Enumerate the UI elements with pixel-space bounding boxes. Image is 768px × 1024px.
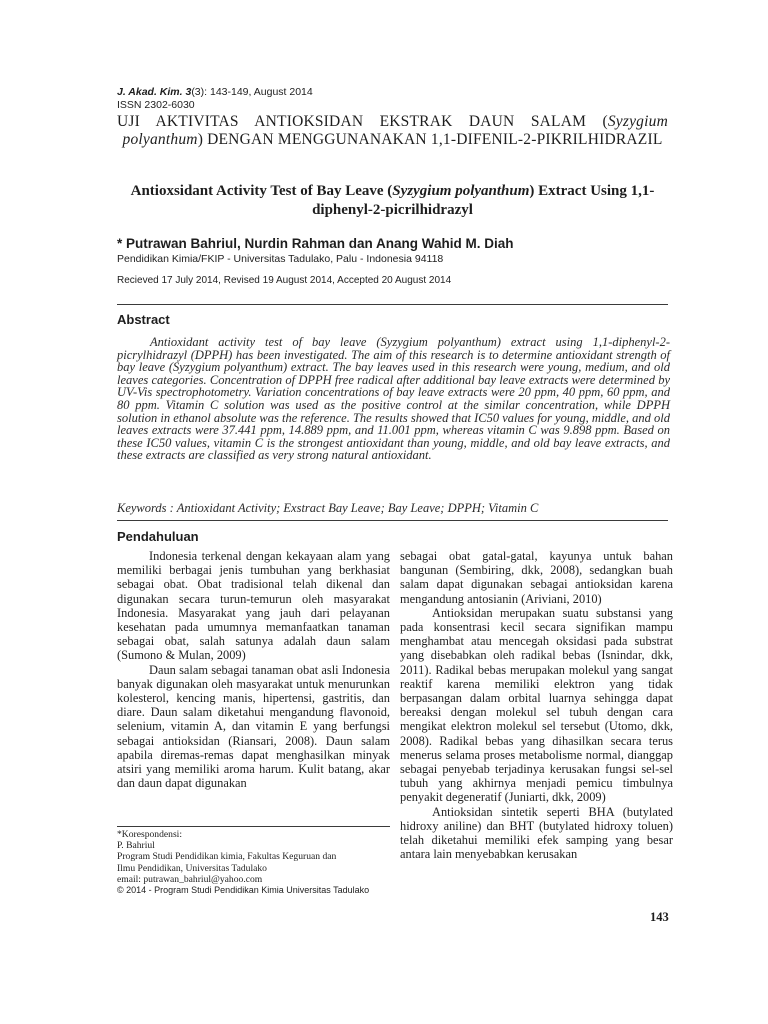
divider bbox=[117, 304, 668, 305]
abstract-heading: Abstract bbox=[117, 312, 170, 327]
title-en-part1: Antioxsidant Activity Test of Bay Leave ( bbox=[130, 183, 393, 199]
page-number: 143 bbox=[650, 910, 669, 924]
journal-reference bbox=[117, 86, 313, 99]
title-id-species: Syzygium polyanthum bbox=[122, 113, 668, 148]
abstract-body: Antioxidant activity test of bay leave (Syzygium polyanthum) extract using 1,1-diphenyl-2-picrylhidrazyl (DPPH) has been investigated. The aim of this research is to determine antioxidant strength of bay leave (Syzygium polyanthum) extract. The bay leaves used in this research were young, medium, and old leaves categories. Concentration of DPPH free radical after additional bay leave extracts were determined by UV-Vis spectrophotometry. Variation concentrations of bay leave extracts were 20 ppm, 40 ppm, 60 ppm, and 80 ppm. Vitamin C solution was used as the positive control at the similar concentration, while DPPH solution in ethanol absolute was the reference. The results showed that IC50 values for young, middle, and old leaves extracts were 37.441 ppm, 14.889 ppm, and 11.001 ppm, whereas vitamin C was 9.898 ppm. Based on these IC50 values, vitamin C is the strongest antioxidant than young, middle, and old bay leave extracts, and these extracts are classified as very strong natural antioxidant. bbox=[117, 335, 670, 463]
footnote-email: email: putrawan_bahriul@yahoo.com bbox=[117, 873, 263, 885]
title-indonesian bbox=[117, 113, 668, 149]
right-column bbox=[400, 549, 673, 861]
title-id-part1: UJI AKTIVITAS ANTIOKSIDAN EKSTRAK DAUN SALAM ( bbox=[117, 113, 608, 130]
journal-name: J. Akad. Kim. 3 bbox=[117, 86, 192, 98]
footnote-divider bbox=[117, 826, 390, 827]
footnote-line: Ilmu Pendidikan, Universitas Tadulako bbox=[117, 862, 267, 874]
left-column bbox=[117, 549, 390, 790]
keywords: Keywords : Antioxidant Activity; Exstract Bay Leave; Bay Leave; DPPH; Vitamin C bbox=[117, 501, 539, 515]
paragraph: sebagai obat gatal-gatal, kayunya untuk bahan bangunan (Sembiring, dkk, 2008), sedangkan buah salam dapat digunakan sebagai antioksidan karena mengandung antosianin (Ariviani, 2010) bbox=[400, 549, 673, 606]
title-en-species: Syzygium polyanthum bbox=[392, 183, 530, 199]
title-en-part2: ) Extract Using 1,1-diphenyl-2-picrilhidrazyl bbox=[312, 183, 655, 218]
footnote-line: *Korespondensi: bbox=[117, 829, 183, 840]
footnote-line: Program Studi Pendidikan kimia, Fakultas Keguruan dan bbox=[117, 851, 337, 863]
title-english bbox=[117, 182, 668, 220]
affiliation: Pendidikan Kimia/FKIP - Universitas Tadulako, Palu - Indonesia 94118 bbox=[117, 253, 444, 265]
paragraph: Antioksidan sintetik seperti BHA (butylated hidroxy aniline) dan BHT (butylated hidroxy toluen) telah diketahui memiliki efek samping yang besar antara lain menyebabkan kerusakan bbox=[400, 804, 673, 862]
journal-issue: (3): 143-149, August 2014 bbox=[191, 86, 313, 98]
footnote bbox=[117, 829, 397, 896]
paragraph: Daun salam sebagai tanaman obat asli Indonesia banyak digunakan oleh masyarakat untuk menurunkan kolesterol, kencing manis, hipertensi, gastritis, dan diare. Daun salam diketahui mengandung flavonoid, selenium, vitamin A, dan vitamin E yang berfungsi sebagai antioksidan (Riansari, 2008). Daun salam apabila diremas-remas dapat menghasilkan minyak atsiri yang memiliki aroma harum. Kulit batang, akar dan daun dapat digunakan bbox=[117, 662, 390, 791]
paragraph: Antioksidan merupakan suatu substansi yang pada konsentrasi kecil secara signifikan mampu menghambat atau mencegah oksidasi pada substrat yang disebabkan oleh radikal bebas (Isnindar, dkk, 2011). Radikal bebas merupakan molekul yang sangat reaktif karena memiliki elektron yang tidak berpasangan dalam orbital luarnya sehingga dapat bereaksi dengan molekul sel tubuh dengan cara mengikat elektron molekul sel tersebut (Utomo, dkk, 2008). Radikal bebas yang dihasilkan secara terus menerus selama proses metabolisme normal, dianggap sebagai penyebab terjadinya kerusakan fungsi sel-sel tubuh yang akhirnya menjadi pemicu timbulnya penyakit degeneratif (Juniarti, dkk, 2009) bbox=[400, 605, 673, 805]
authors: * Putrawan Bahriul, Nurdin Rahman dan Anang Wahid M. Diah bbox=[117, 236, 514, 251]
issn: ISSN 2302-6030 bbox=[117, 99, 195, 111]
footnote-line: P. Bahriul bbox=[117, 840, 155, 852]
received-dates: Recieved 17 July 2014, Revised 19 August 2014, Accepted 20 August 2014 bbox=[117, 275, 452, 286]
title-id-part2: ) DENGAN MENGGUNANAKAN 1,1-DIFENIL-2-PIKRILHIDRAZIL bbox=[197, 131, 663, 148]
paragraph: Indonesia terkenal dengan kekayaan alam yang memiliki berbagai jenis tumbuhan yang berkhasiat sebagai obat. Obat tradisional telah dikenal dan digunakan secara turun-temurun oleh masyarakat Indonesia. Masyarakat yang jauh dari pelayanan kesehatan pada umumnya memanfaatkan tanaman sebagai obat, salah satunya adalah daun salam (Sumono & Mulan, 2009) bbox=[117, 549, 390, 663]
section-heading: Pendahuluan bbox=[117, 529, 199, 544]
footnote-copyright: © 2014 - Program Studi Pendidikan Kimia Universitas Tadulako bbox=[117, 885, 370, 896]
divider bbox=[117, 520, 668, 521]
